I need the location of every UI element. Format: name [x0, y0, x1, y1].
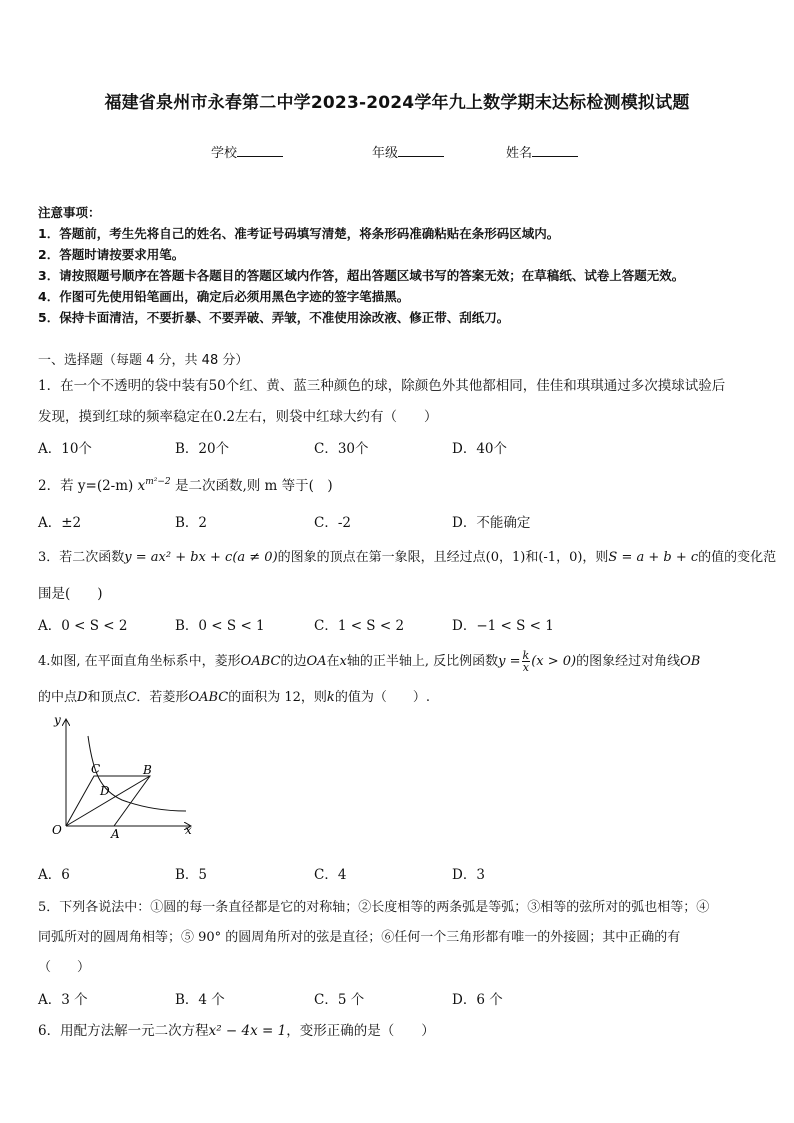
q4-condition: (x > 0)	[531, 654, 577, 669]
q5-option-b: B．4 个	[175, 992, 225, 1008]
note-item: 1．答题前，考生先将自己的姓名、准考证号码填写清楚，将条形码准确粘贴在条形码区域内。	[38, 226, 560, 241]
q4-fy: y =	[498, 654, 521, 669]
q4-x: x	[339, 654, 347, 669]
q2-pre: 2．若 y=(2-m)	[38, 478, 138, 494]
q5-option-a: A．3 个	[38, 992, 88, 1008]
label-o: O	[52, 823, 62, 837]
q2-stem	[38, 474, 333, 494]
q3-option-d: D．−1 < S < 1	[452, 618, 554, 634]
q5-option-d: D．6 个	[452, 992, 503, 1008]
q4-fraction	[522, 650, 531, 673]
q5-option-c: C．5 个	[314, 992, 365, 1008]
grade-field	[372, 142, 444, 161]
q4-numerator: k	[522, 649, 530, 662]
q4-text: 在	[326, 654, 340, 669]
section-heading: 一、选择题（每题 4 分，共 48 分）	[38, 353, 249, 368]
q4-text: 和顶点	[87, 690, 127, 705]
q6-expr: x² − 4x = 1	[208, 1023, 287, 1039]
q3-text-b: 的图象的顶点在第一象限，且经过点(0，1)和(-1，0)，则	[277, 550, 609, 565]
name-label: 姓名	[506, 146, 533, 161]
q4-option-c: C．4	[314, 867, 347, 883]
school-blank	[237, 144, 283, 157]
q1-option-a: A．10个	[38, 441, 92, 457]
note-item: 2．答题时请按要求用笔。	[38, 247, 185, 262]
notes-heading: 注意事项：	[38, 205, 101, 220]
q3-option-b: B．0 < S < 1	[175, 618, 265, 634]
rhombus-figure	[44, 712, 204, 840]
note-item: 4．作图可先使用铅笔画出，确定后必须用黑色字迹的签字笔描黑。	[38, 289, 410, 304]
q5-line2: 同弧所对的圆周角相等；⑤ 90° 的圆周角所对的弦是直径；⑥任何一个三角形都有唯一的外接圆；其中正确的有	[38, 930, 681, 945]
name-blank	[532, 144, 578, 157]
q4-denominator: x	[522, 661, 529, 674]
q4-ob: OB	[680, 654, 701, 669]
q6-post: ，变形正确的是（ ）	[286, 1023, 435, 1039]
name-field	[506, 142, 578, 161]
q4-option-a: A．6	[38, 867, 70, 883]
q1-option-b: B．20个	[175, 441, 230, 457]
school-label: 学校	[211, 146, 238, 161]
q4-line2	[38, 686, 430, 705]
q3-line2: 围是( )	[38, 586, 103, 602]
q1-option-d: D．40个	[452, 441, 508, 457]
q2-post: 是二次函数,则 m 等于( )	[170, 478, 333, 494]
q4-oabc: OABC	[240, 654, 281, 669]
note-item: 3．请按照题号顺序在答题卡各题目的答题区域内作答，超出答题区域书写的答案无效；在草稿纸、试卷上答题无效。	[38, 268, 685, 283]
grade-blank	[398, 144, 444, 157]
q3-expr: y = ax² + bx + c(a ≠ 0)	[124, 550, 278, 565]
q3-line1	[38, 546, 776, 565]
q3-text-c: 的值的变化范	[698, 550, 777, 565]
hyperbola-curve	[88, 736, 186, 811]
q4-text: 的中点	[38, 690, 78, 705]
q4-oabc: OABC	[188, 690, 229, 705]
q4-text: 轴的正半轴上, 反比例函数	[346, 654, 499, 669]
q1-line2: 发现，摸到红球的频率稳定在0.2左右，则袋中红球大约有（ ）	[38, 409, 438, 425]
label-c: C	[91, 762, 101, 776]
label-x: x	[185, 823, 192, 837]
q1-line1: 1．在一个不透明的袋中装有50个红、黄、蓝三种颜色的球，除颜色外其他都相同，佳佳和琪琪通过多次摸球试验后	[38, 378, 726, 394]
q5-line3: （ ）	[38, 960, 91, 975]
q2-option-c: C．-2	[314, 515, 351, 531]
q6-pre: 6．用配方法解一元二次方程	[38, 1023, 209, 1039]
q4-text: 的边	[280, 654, 307, 669]
label-y: y	[54, 713, 61, 727]
grade-label: 年级	[372, 146, 399, 161]
q4-text: 的面积为 12，则	[228, 690, 327, 705]
q2-option-a: A．±2	[38, 515, 82, 531]
note-item: 5．保持卡面清洁，不要折暴、不要弄破、弄皱，不准使用涂改液、修正带、刮纸刀。	[38, 310, 510, 325]
label-d: D	[100, 784, 110, 798]
q2-option-b: B．2	[175, 515, 208, 531]
q2-base: x	[137, 478, 146, 494]
q4-option-b: B．5	[175, 867, 208, 883]
q6-stem	[38, 1019, 435, 1039]
q4-option-d: D．3	[452, 867, 485, 883]
q1-option-c: C．30个	[314, 441, 369, 457]
q2-option-d: D．不能确定	[452, 515, 531, 531]
q4-text: ．若菱形	[136, 690, 189, 705]
page-title: 福建省泉州市永春第二中学2023-2024学年九上数学期末达标检测模拟试题	[104, 93, 690, 113]
q4-text: 4.如图, 在平面直角坐标系中，菱形	[38, 654, 241, 669]
q5-line1: 5．下列各说法中：①圆的每一条直径都是它的对称轴；②长度相等的两条弧是等弧；③相等的弦所对的弧也相等；④	[38, 900, 710, 915]
label-b: B	[143, 763, 152, 777]
q2-exponent: m²−2	[145, 477, 171, 487]
q3-text-a: 3．若二次函数	[38, 550, 125, 565]
q3-option-c: C．1 < S < 2	[314, 618, 405, 634]
q4-c: C	[126, 690, 137, 705]
q3-sexpr: S = a + b + c	[608, 550, 699, 565]
q4-d: D	[77, 690, 88, 705]
q4-line1	[38, 650, 700, 673]
q4-text: 的图象经过对角线	[576, 654, 681, 669]
q3-option-a: A．0 < S < 2	[38, 618, 128, 634]
label-a: A	[111, 827, 120, 840]
q4-k: k	[326, 690, 335, 705]
school-field	[211, 142, 283, 161]
q4-oa: OA	[306, 654, 327, 669]
q4-text: 的值为（ ）.	[334, 690, 430, 705]
